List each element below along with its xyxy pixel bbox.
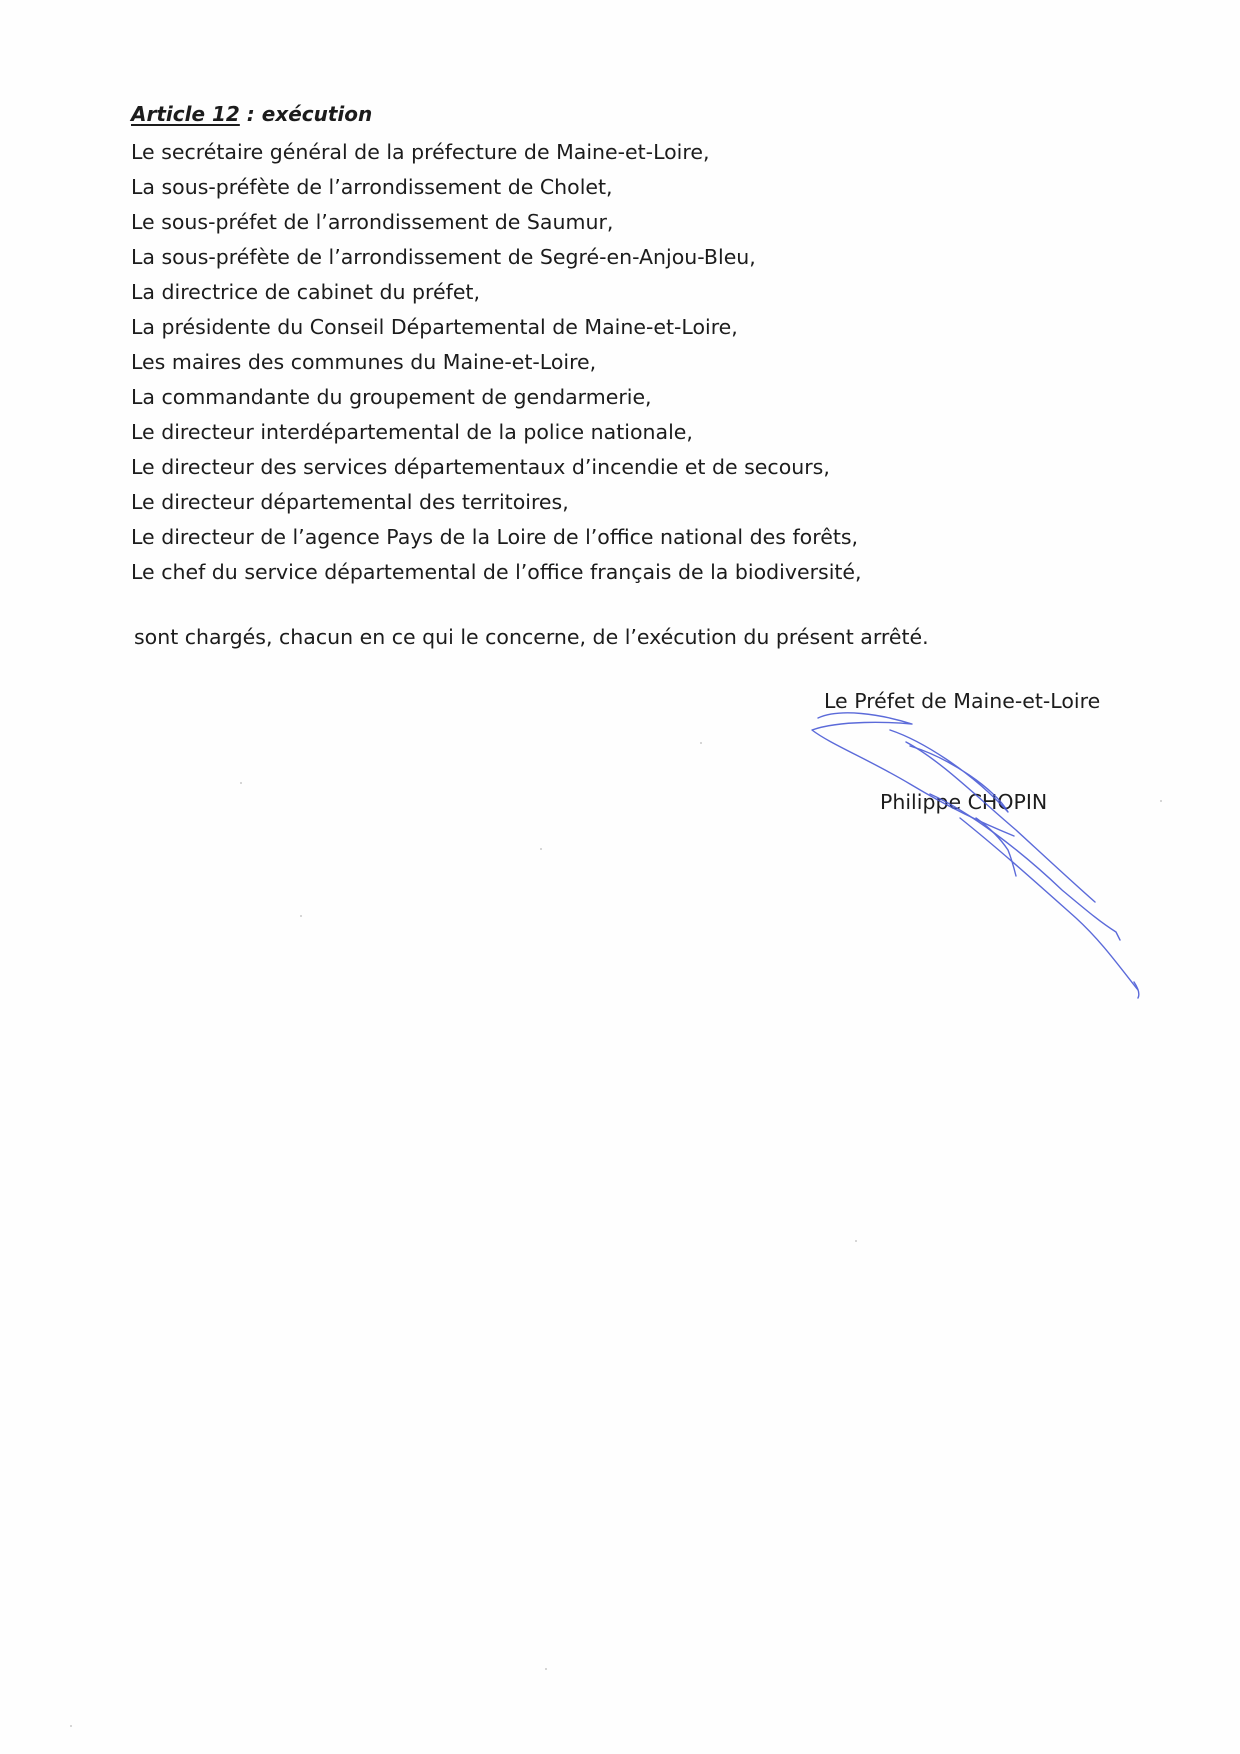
signature-stroke: [960, 818, 1138, 990]
recipient-line: Le secrétaire général de la préfecture de Maine-et-Loire,: [131, 140, 710, 164]
signatory-title: Le Préfet de Maine-et-Loire: [824, 689, 1101, 713]
signatory-name: Philippe CHOPIN: [880, 790, 1048, 814]
signature-stroke: [1134, 982, 1139, 998]
signature-stroke: [812, 713, 1014, 836]
scan-speck: [855, 1240, 857, 1242]
scan-speck: [70, 1725, 72, 1727]
recipient-line: Le directeur départemental des territoires,: [131, 490, 569, 514]
recipient-line: La directrice de cabinet du préfet,: [131, 280, 480, 304]
handwritten-signature: [800, 700, 1160, 1000]
recipient-line: La sous-préfète de l’arrondissement de Segré-en-Anjou-Bleu,: [131, 245, 756, 269]
signature-stroke: [976, 818, 1016, 876]
recipient-line: Le directeur interdépartemental de la police nationale,: [131, 420, 693, 444]
scan-speck: [300, 915, 302, 917]
scan-speck: [545, 1668, 547, 1670]
scan-speck: [700, 742, 702, 744]
scan-speck: [540, 848, 542, 850]
scan-speck: [240, 782, 242, 784]
recipient-line: Le chef du service départemental de l’office français de la biodiversité,: [131, 560, 862, 584]
signature-stroke: [906, 742, 1095, 902]
article-heading: [131, 100, 372, 128]
recipient-line: La sous-préfète de l’arrondissement de Cholet,: [131, 175, 613, 199]
article-title: : exécution: [239, 102, 373, 126]
scan-speck: [1160, 800, 1162, 802]
recipient-list: [131, 135, 862, 590]
recipient-line: La présidente du Conseil Départemental de Maine-et-Loire,: [131, 315, 738, 339]
recipient-line: Le directeur des services départementaux d’incendie et de secours,: [131, 455, 830, 479]
recipient-line: Le sous-préfet de l’arrondissement de Saumur,: [131, 210, 614, 234]
recipient-line: Les maires des communes du Maine-et-Loire,: [131, 350, 597, 374]
article-label: Article 12: [131, 102, 240, 126]
recipient-line: Le directeur de l’agence Pays de la Loire de l’office national des forêts,: [131, 525, 859, 549]
closing-sentence: sont chargés, chacun en ce qui le concerne, de l’exécution du présent arrêté.: [134, 625, 929, 649]
recipient-line: La commandante du groupement de gendarmerie,: [131, 385, 652, 409]
